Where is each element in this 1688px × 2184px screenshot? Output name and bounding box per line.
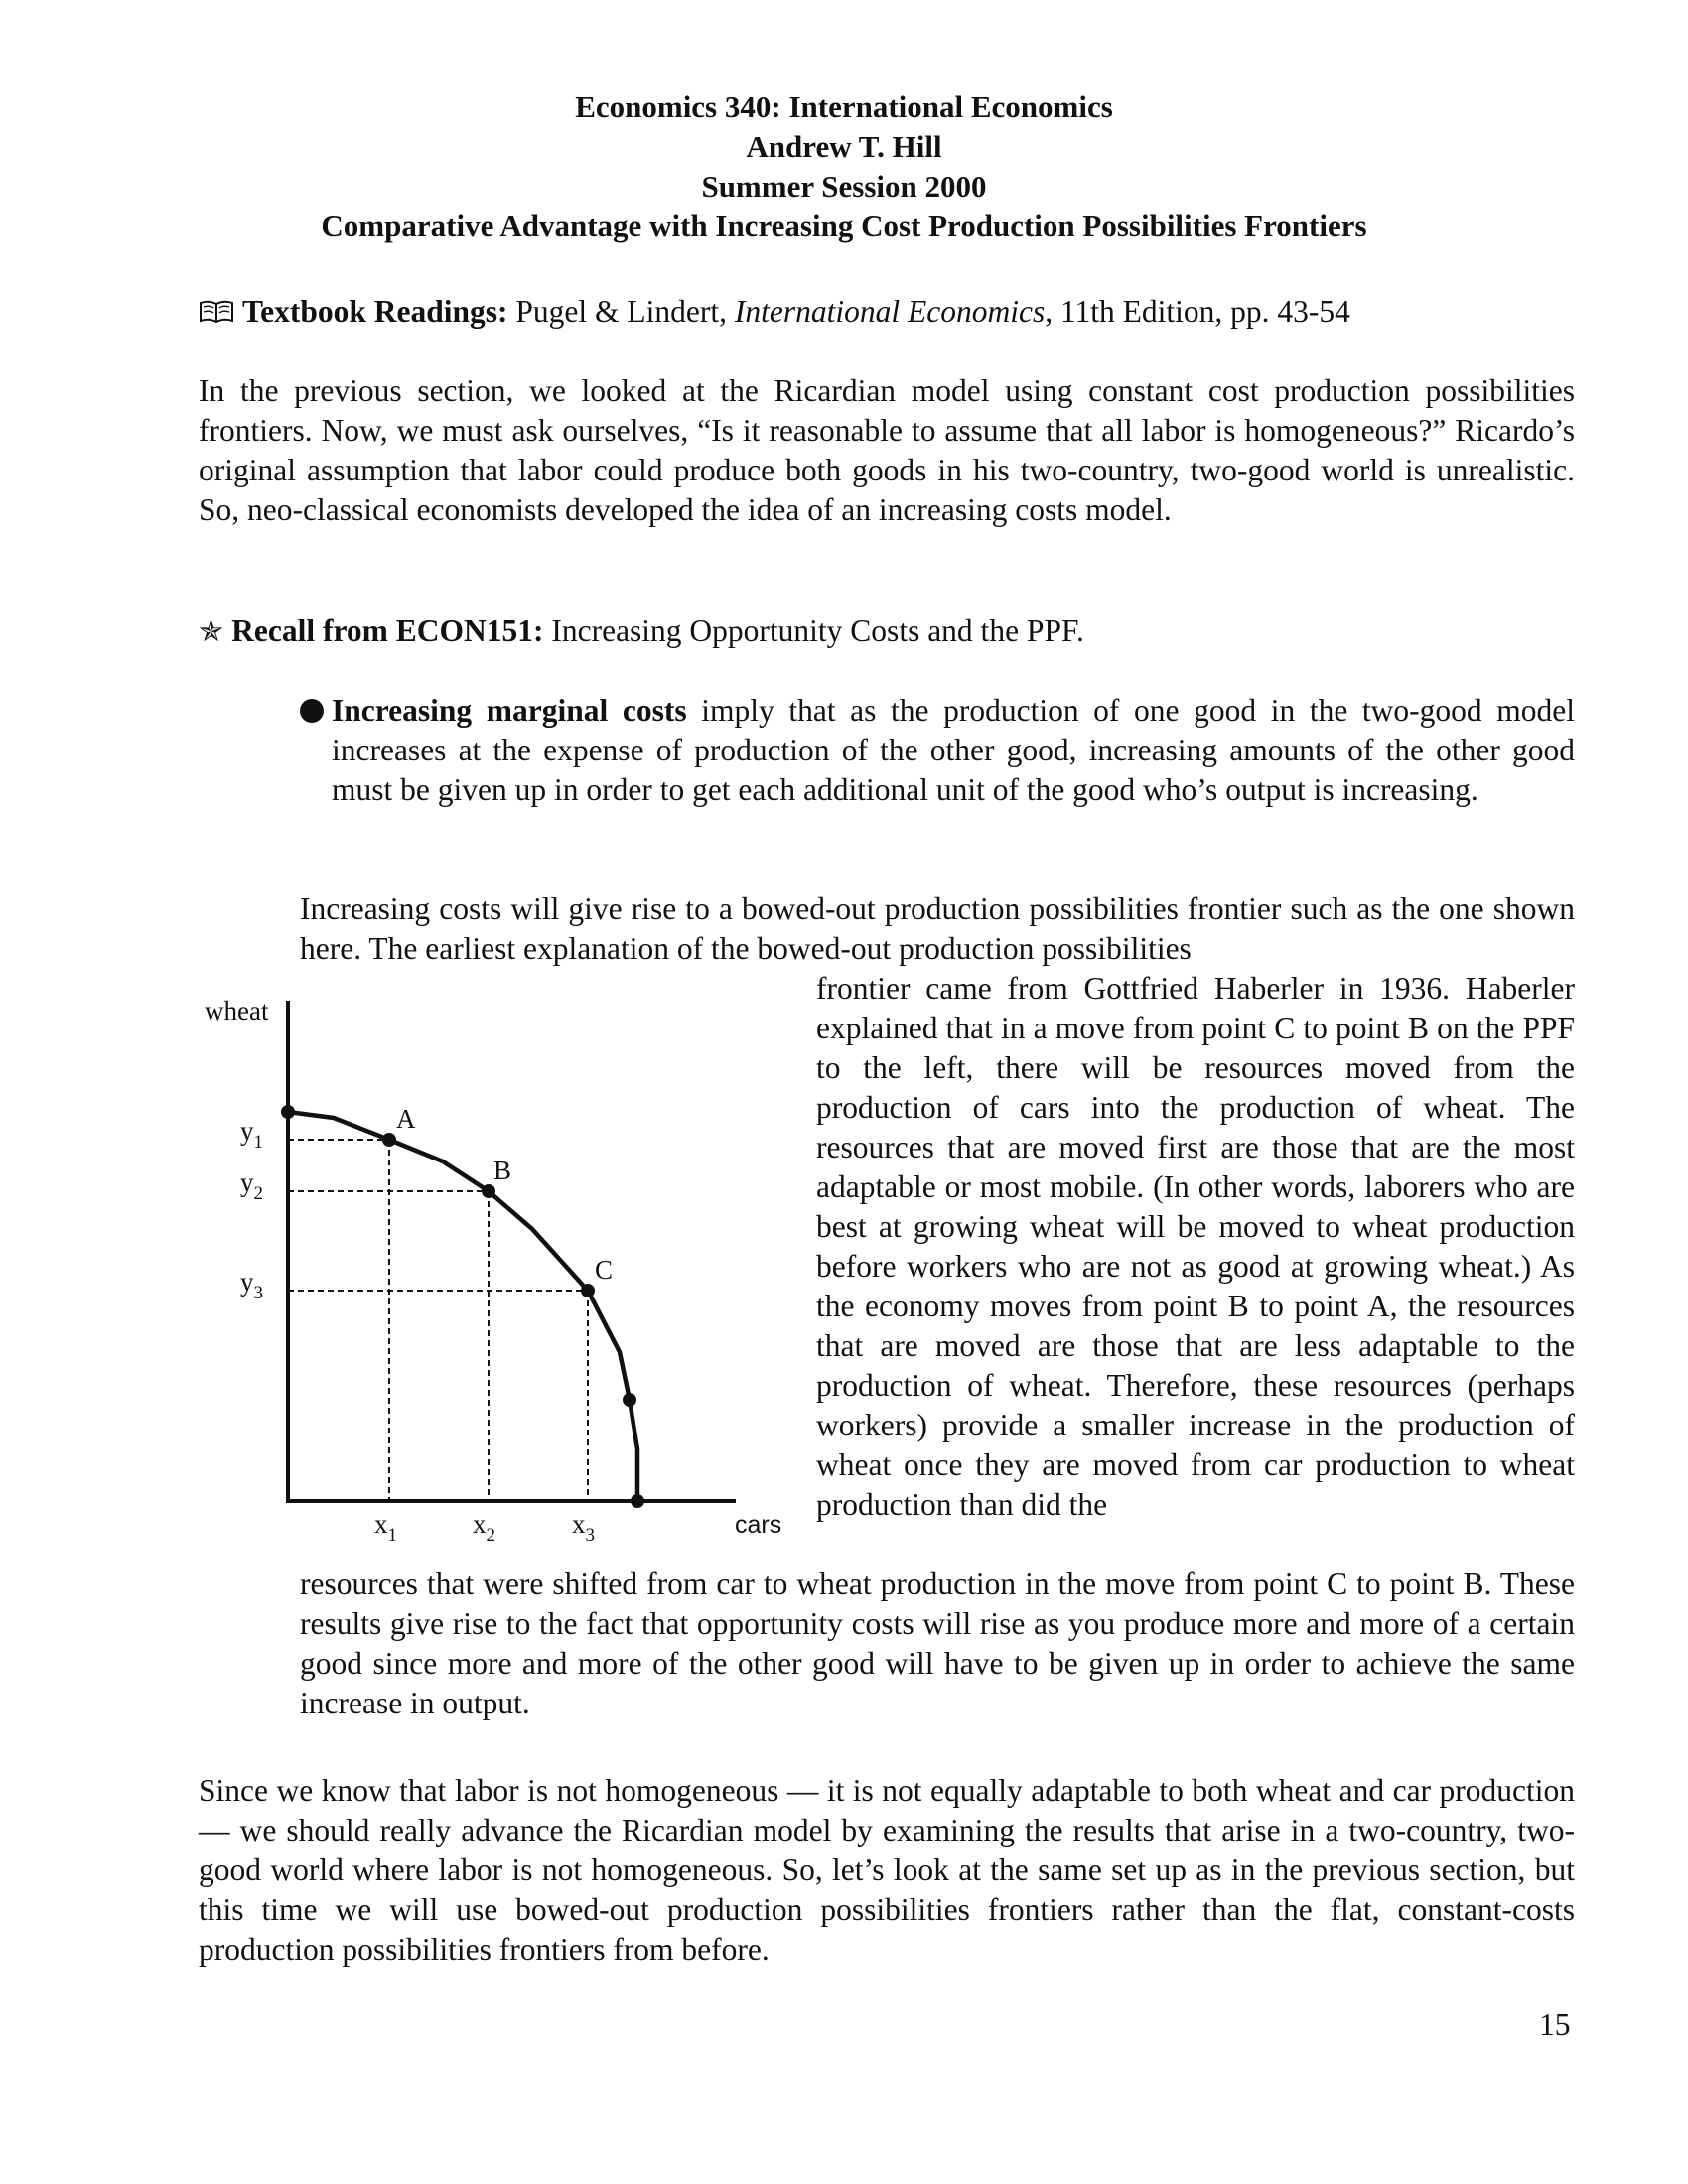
y-axis-label: wheat <box>205 996 269 1025</box>
ppf-point-a <box>382 1133 396 1147</box>
final-paragraph: Since we know that labor is not homogeneous — it is not equally adaptable to both wheat and car production — we should really advance the Ricardian model by examining the results that arise in a two-country, two-good world where labor is not homogeneous. So, let’s look at the same set up as in the previous section, but this time we will use bowed-out production possibilities frontiers rather than the flat, constant-costs production possibilities frontiers from before. <box>199 1773 1575 1967</box>
body-paragraph-side: frontier came from Gottfried Haberler in 1936. Haberler explained that in a move from point C to point B on the PPF to the left, there will be resources moved from the production of cars into the production of wheat. The resources that are moved first are those that are the most adaptable or most mobile. (In other words, laborers who are best at growing wheat will be moved to wheat production before workers who are not as good at growing wheat.) As the economy moves from point B to point A, the resources that are moved are those that are less adaptable to the production of wheat. Therefore, these resources (perhaps workers) provide a smaller increase in the production of wheat once they are moved from car production to wheat production than did the <box>816 971 1575 1522</box>
ppf-figure <box>195 993 800 1559</box>
ppf-point-x-intercept <box>631 1494 644 1508</box>
author-name: Andrew T. Hill <box>746 129 942 164</box>
page-number: 15 <box>1539 2007 1571 2042</box>
bullet-item <box>300 691 1575 810</box>
y-tick-2: $y_2$ <box>240 1167 263 1204</box>
bullet-text <box>332 691 1575 810</box>
ppf-point-y-intercept <box>281 1105 295 1119</box>
session-name: Summer Session 2000 <box>701 169 987 204</box>
recall-text: Increasing Opportunity Costs and the PPF. <box>543 614 1084 648</box>
y-tick-1: $y_1$ <box>240 1116 263 1153</box>
x-axis-label: cars <box>735 1511 782 1539</box>
ppf-point-d <box>623 1393 636 1407</box>
ppf-diagram <box>195 993 800 1559</box>
textbook-readings <box>199 292 1589 332</box>
body-paragraph-bottom: resources that were shifted from car to wheat production in the move from point C to point B. These results give rise to the fact that opportunity costs will rise as you produce more and more of a certain good since more and more of the other good will have to be given up in order to achieve the same increase in output. <box>300 1567 1575 1720</box>
x-tick-3: $x_3$ <box>572 1509 595 1546</box>
document-header <box>199 87 1489 246</box>
y-tick-3: $y_3$ <box>240 1267 263 1303</box>
x-tick-1: $x_1$ <box>374 1509 397 1546</box>
readings-text-a: Pugel & Lindert, <box>507 294 735 329</box>
topic-title: Comparative Advantage with Increasing Cost Production Possibilities Frontiers <box>321 208 1367 243</box>
ppf-point-b <box>482 1184 495 1198</box>
star-icon: ✯ <box>199 615 224 648</box>
readings-text-b: , 11th Edition, pp. 43-54 <box>1045 294 1350 329</box>
dashed-guides <box>288 1140 588 1501</box>
bullet-dot-icon <box>300 699 324 723</box>
book-icon <box>199 295 234 321</box>
x-tick-2: $x_2$ <box>473 1509 495 1546</box>
intro-paragraph: In the previous section, we looked at the Ricardian model using constant cost production possibilities frontiers. Now, we must ask ourselves, “Is it reasonable to assume that all labor is homogeneous?” Ricardo’s original assumption that labor could produce both goods in his two-country, two-good world is unrealistic. So, neo-classical economists developed the idea of an increasing costs model. <box>199 373 1575 527</box>
ppf-curve <box>288 1112 637 1501</box>
course-title: Economics 340: International Economics <box>575 89 1113 124</box>
readings-book-title: International Economics <box>734 294 1046 329</box>
readings-label: Textbook Readings: <box>242 294 508 329</box>
point-label-a: A <box>396 1104 416 1134</box>
ppf-point-c <box>581 1284 595 1297</box>
point-label-c: C <box>595 1255 614 1285</box>
bullet-body: imply that as the production of one good in the two-good model increases at the expense of production of the other good, increasing amounts of the other good must be given up in order to get each additional unit of the good who’s output is increasing. <box>332 693 1575 807</box>
recall-label: Recall from ECON151: <box>231 614 544 648</box>
recall-line <box>199 612 1084 652</box>
body-paragraph-top: Increasing costs will give rise to a bowed-out production possibilities frontier such as the one shown here. The earliest explanation of the bowed-out production possibilities <box>300 891 1575 966</box>
bullet-term: Increasing marginal costs <box>332 693 687 728</box>
point-label-b: B <box>493 1156 512 1185</box>
